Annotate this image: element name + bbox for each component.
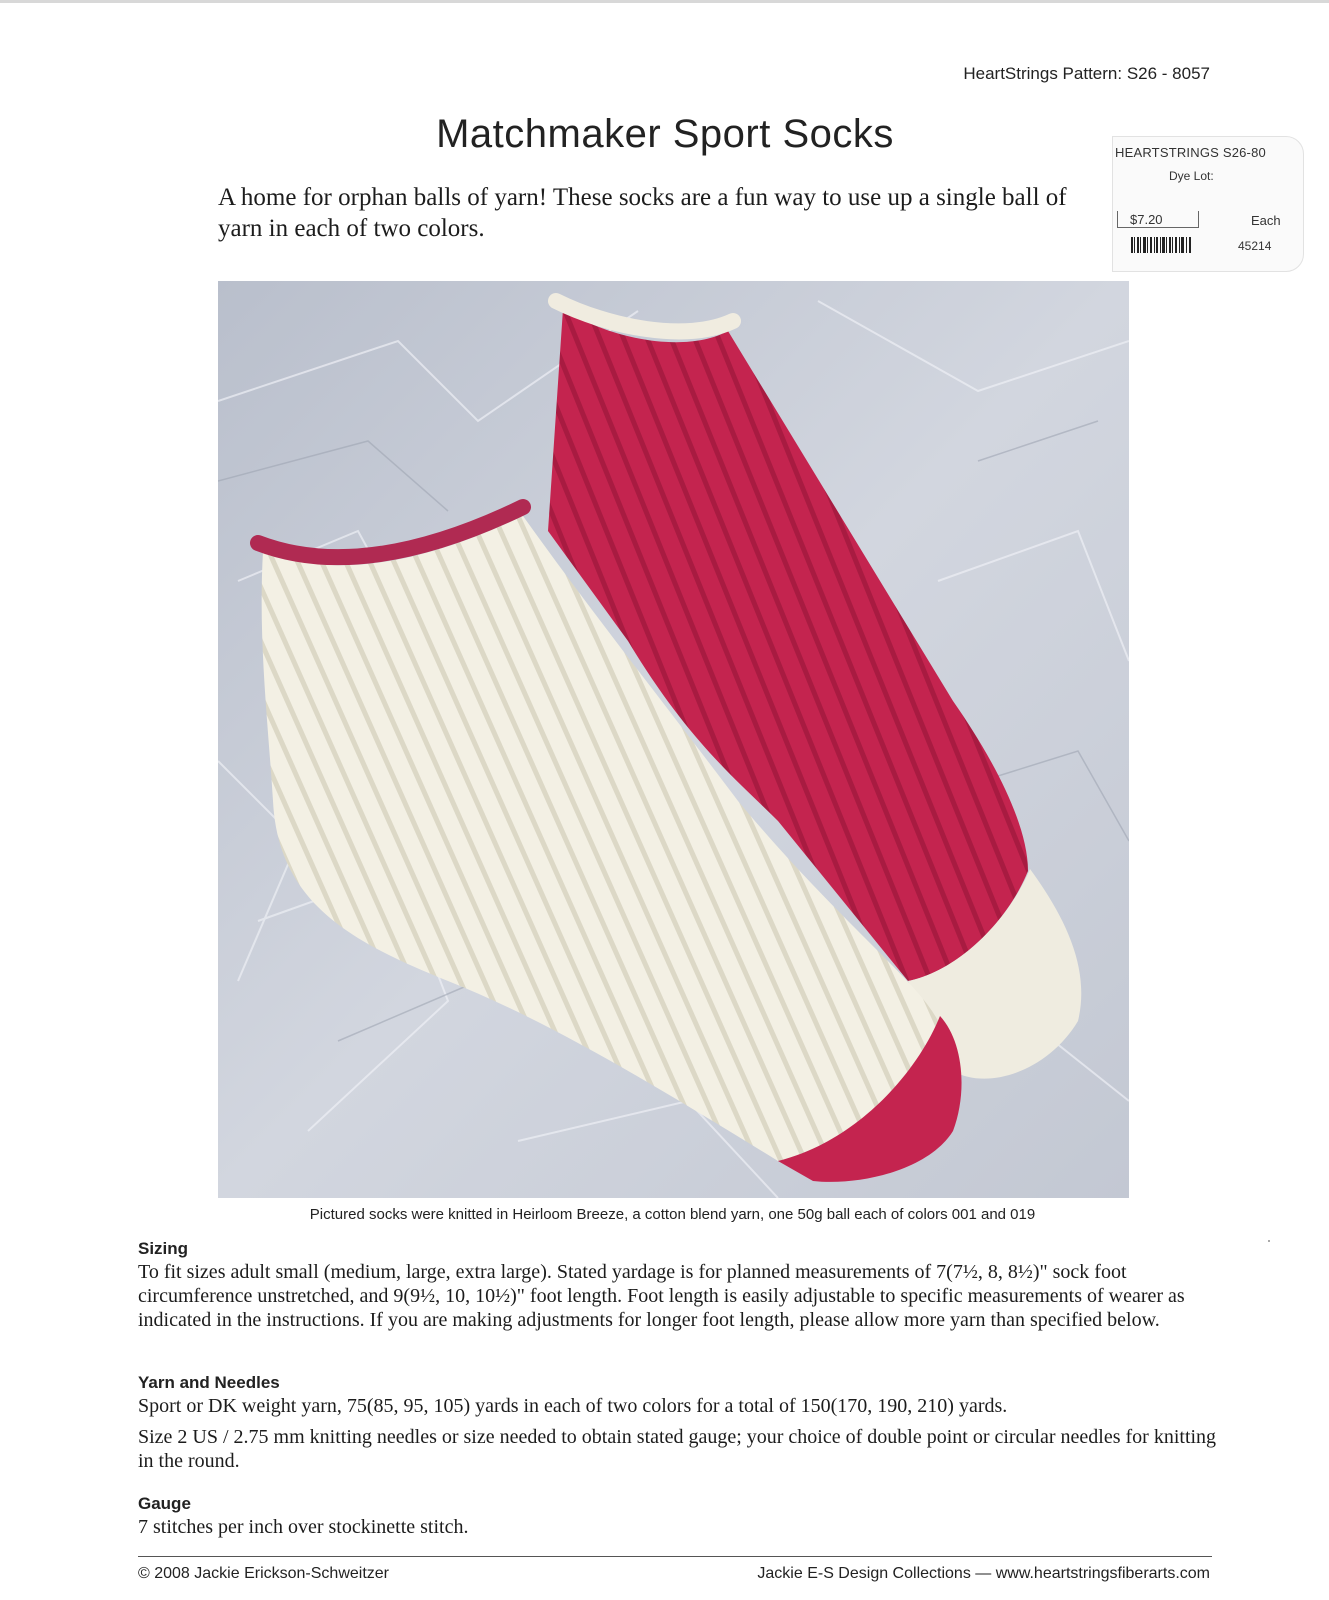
scan-mark (1268, 1240, 1270, 1242)
photo-caption: Pictured socks were knitted in Heirloom Breeze, a cotton blend yarn, one 50g ball each of colors 001 and 019 (309, 1206, 1036, 1223)
footer-divider (138, 1556, 1212, 1557)
sticker-unit: Each (1251, 213, 1281, 228)
gauge-section (138, 1493, 1218, 1539)
sticker-price: $7.20 (1117, 211, 1199, 228)
footer-copyright: © 2008 Jackie Erickson-Schweitzer (138, 1565, 389, 1582)
price-sticker (1112, 136, 1304, 272)
sock-photo-illustration (218, 281, 1129, 1198)
gauge-text: 7 stitches per inch over stockinette stitch. (138, 1516, 469, 1538)
gauge-heading: Gauge (138, 1494, 191, 1513)
sticker-dye-lot: Dye Lot: (1169, 169, 1214, 183)
needles-text: Size 2 US / 2.75 mm knitting needles or size needed to obtain stated gauge; your choice of double point or circular needles for knitting in the round. (138, 1426, 1217, 1472)
yarn-section (138, 1372, 1218, 1473)
sizing-heading: Sizing (138, 1239, 189, 1258)
yarn-heading: Yarn and Needles (138, 1373, 280, 1392)
footer-collection: Jackie E-S Design Collections — www.heartstringsfiberarts.com (757, 1565, 1210, 1582)
barcode-icon (1131, 237, 1193, 253)
yarn-text: Sport or DK weight yarn, 75(85, 95, 105) yards in each of two colors for a total of 150(170, 190, 210) yards. (138, 1395, 1008, 1417)
pattern-number: HeartStrings Pattern: S26 - 8057 (963, 64, 1210, 83)
sock-photo (218, 281, 1129, 1198)
intro-text: A home for orphan balls of yarn! These socks are a fun way to use up a single ball of yarn in each of two colors. (218, 184, 1067, 242)
sticker-number: 45214 (1238, 239, 1272, 253)
top-edge-line (0, 0, 1329, 3)
sticker-brand: HEARTSTRINGS S26-80 (1115, 145, 1266, 160)
sizing-text: To fit sizes adult small (medium, large, extra large). Stated yardage is for planned measurements of 7(7½, 8, 8½)" sock foot circumference unstretched, and 9(9½, 10, 10½)" foot length. Foot length is easily adjustable to specific measurements of wearer as indicated in the instructions. If you are making adjustments for longer foot length, please allow more yarn than specified below. (138, 1261, 1185, 1331)
page-title: Matchmaker Sport Socks (436, 112, 894, 156)
sizing-section (138, 1238, 1218, 1332)
